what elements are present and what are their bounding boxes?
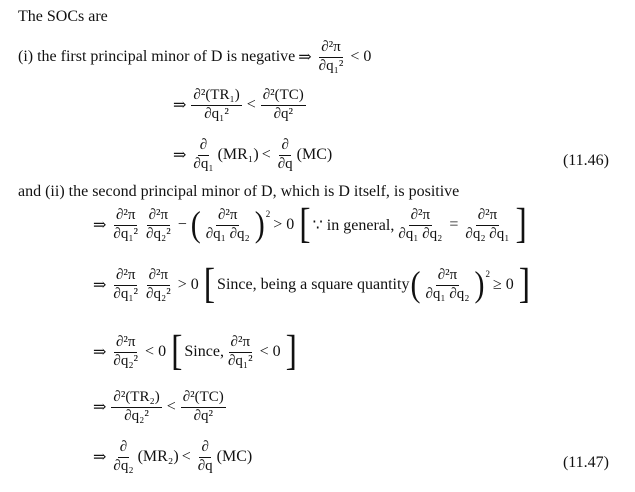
equation-number-11-46: (11.46) [562,152,609,169]
eq-tr2-tc: ⇒ $\frac{\text{∂²(TR₂)}}{\text{∂q₂²}}$ < $\frac{\text{∂²(TC)}}{\text{∂q²}}$ [93,389,224,424]
eq-hessian: ⇒ $\frac{\text{∂²π}}{\text{∂q₁²}}$ $\frac{\text{∂²π}}{\text{∂q₂²}}$ − ( $\frac{\text{∂²π}}{\text{∂q₁ ∂q₂}}$ ) 2 > 0 [ ∵ in general, $\frac{\text{∂²π}}{\text{∂q₁ ∂q₂}}$ = $\frac{\text{∂²π}}{\text{∂q₂ ∂q₁}}$ ] [93,201,527,248]
eq-square-quantity: ⇒ $\frac{\text{∂²π}}{\text{∂q₁²}}$ $\frac{\text{∂²π}}{\text{∂q₂²}}$ > 0 [ Since, being a square quantity ( $\frac{\text{∂²π}}{\text{∂q₁ ∂q₂}}$ ) 2 ≥ 0 ] [93,261,531,308]
eq-mr2-mc: ⇒ $\frac{\partial}{\text{∂q₂}}$ (MR₂) < $\frac{\partial}{\partial q}$ (MC) [93,439,253,474]
eq-tr1-tc: ⇒ $\frac{\text{∂²(TR₁)}}{\text{∂q₁²}}$ < $\frac{\text{∂²(TC)}}{\text{∂q²}}$ [173,87,304,122]
because-general-text: ∵ in general, [312,217,395,235]
eq-second-derivative-q2: ⇒ $\frac{\text{∂²π}}{\text{∂q₂²}}$ < 0 [ Since, $\frac{\text{∂²π}}{\text{∂q₁²}}$ < 0 ] [93,328,297,375]
since-text: Since, [184,343,224,361]
intro-text: The SOCs are [18,8,108,25]
part-ii-text: and (ii) the second principal minor of D, which is D itself, is positive [18,183,460,200]
since-square-text: Since, being a square quantity [217,276,410,294]
implies-symbol: ⇒ [298,49,312,67]
fraction-d2pi-dq1sq: $\frac{\text{∂²π}}{\text{∂q₁²}}$ [318,39,344,74]
eq-mr1-mc: ⇒ $\frac{\partial}{\text{∂q₁}}$ (MR₁) < $\frac{\partial}{\partial q}$ (MC) [173,137,333,172]
part-i-text: (i) the first principal minor of D is negative [18,48,296,66]
part-i-line: (i) the first principal minor of D is negative ⇒ $\frac{\text{∂²π}}{\text{∂q₁²}}$ < 0 [18,39,372,74]
equation-number-11-47: (11.47) [562,454,609,471]
